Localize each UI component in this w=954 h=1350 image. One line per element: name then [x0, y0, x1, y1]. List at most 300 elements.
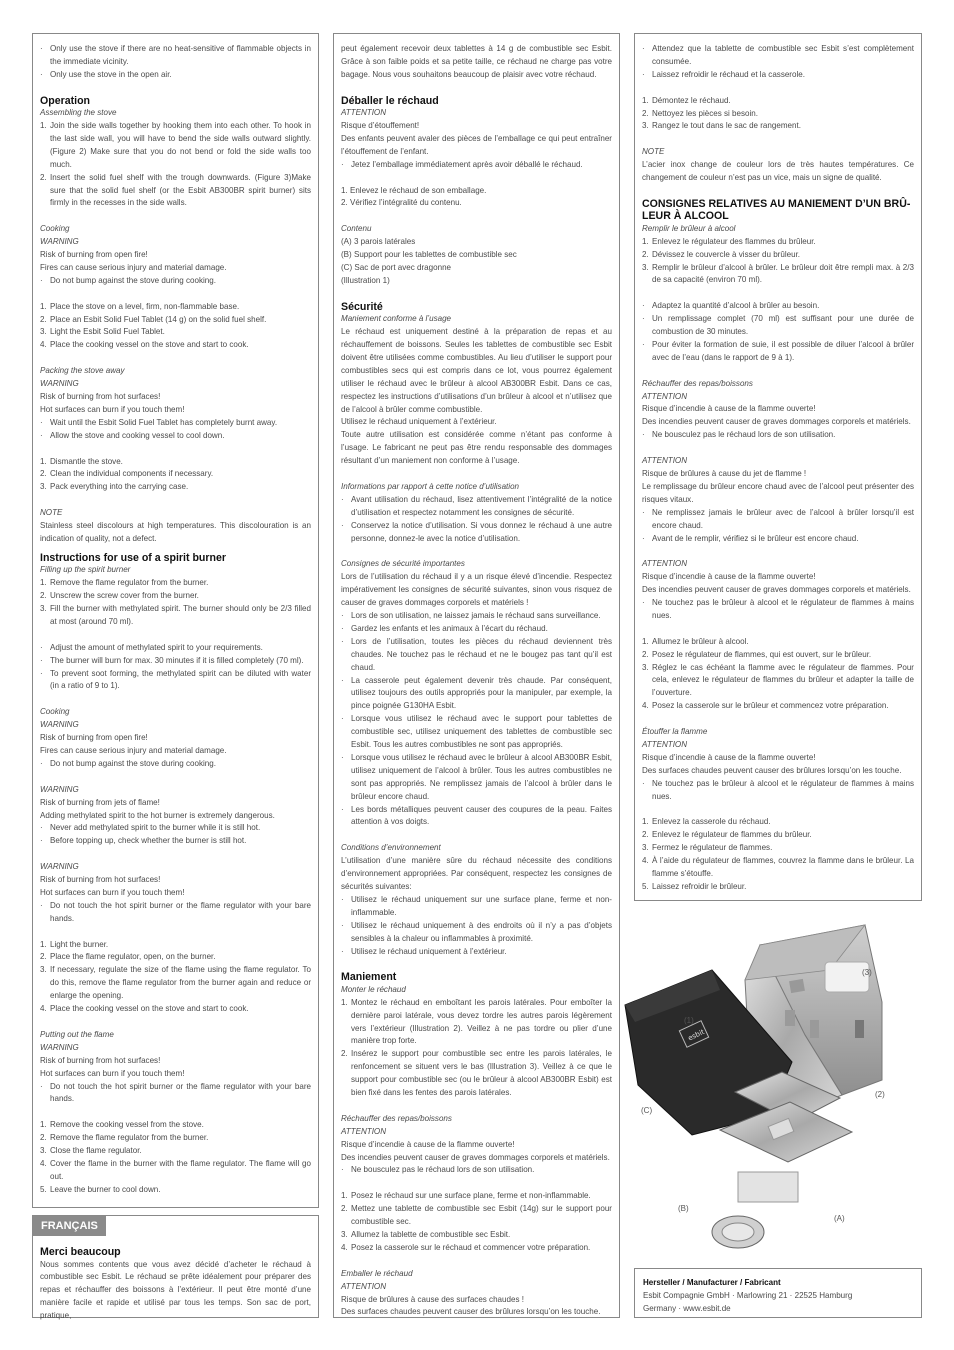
paragraph: Utilisez le réchaud uniquement à l’extérieur. — [341, 417, 497, 427]
list-item — [642, 262, 914, 288]
list-text: Enlevez le régulateur de flammes du brûleur. — [652, 830, 812, 840]
list-marker: · — [40, 417, 43, 427]
list-marker: · — [341, 894, 344, 904]
label-a: (A) — [834, 1214, 845, 1223]
manufacturer-heading: Hersteller / Manufacturer / Fabricant — [643, 1278, 781, 1287]
list-item — [642, 533, 914, 546]
list-marker: 2. — [40, 1133, 47, 1143]
spacer — [642, 442, 914, 455]
list-text: Posez le réchaud sur une surface plane, ferme et non-inflammable. — [351, 1191, 591, 1201]
list-text: Place the stove on a level, firm, non-flammable base. — [50, 301, 240, 311]
list-item — [642, 778, 914, 804]
list-item — [642, 429, 914, 442]
paragraph: 2. Vérifiez l’intégralité du contenu. — [341, 198, 462, 208]
list-text: Utilisez le réchaud uniquement sur une surface plane, ferme et non-inflammable. — [351, 894, 612, 917]
spacer — [40, 1016, 311, 1029]
list-text: Allumez la tablette de combustible sec Esbit. — [351, 1230, 511, 1239]
list-text: Remplir le brûleur d’alcool à brûler. Le brûleur doit être rempli max. à 2/3 de sa capacité (environ 70 ml). — [652, 262, 914, 285]
list-marker: 2. — [40, 172, 47, 182]
list-text: Lorsque vous utilisez le réchaud avec le support pour tablettes de combustible sec, utilisez uniquement des tablettes de combustible sec Esbit. Tous les autres combustibles ne sont pas appropriés. — [351, 714, 612, 750]
spacer — [341, 288, 612, 301]
list-text: Avant utilisation du réchaud, lisez attentivement l’intégralité de la notice d’utilisation et respectez notamment les consignes de sécurité. — [351, 494, 612, 517]
paragraph: Risk of burning from jets of flame! — [40, 797, 160, 807]
spacer — [642, 287, 914, 300]
subheading: WARNING — [40, 720, 79, 730]
list-marker: 3. — [642, 262, 649, 272]
paragraph: Des incendies peuvent causer de graves dommages corporels et matériels. — [642, 417, 911, 427]
subheading: Réchauffer des repas/boissons — [642, 378, 753, 388]
section-heading: Operation — [40, 94, 91, 107]
list-text: La casserole peut également devenir très chaude. Par conséquent, utilisez toujours des outils appropriés pour la manipuler, par exemple, la pince poignée G130HA Esbit. — [351, 675, 612, 711]
paragraph: (B) Support pour les tablettes de combustible sec — [341, 250, 517, 260]
list-item — [40, 642, 311, 655]
section-heading: Instructions for use of a spirit burner — [40, 551, 227, 564]
list-item — [341, 1048, 612, 1100]
list-marker: · — [341, 636, 344, 646]
list-text: Ne touchez pas le brûleur à alcool et le régulateur de flammes à mains nues. — [652, 598, 914, 620]
manufacturer-website: Germany · www.esbit.de — [643, 1303, 731, 1313]
spacer — [40, 771, 311, 784]
list-text: Unscrew the screw cover from the burner. — [50, 591, 199, 601]
list-text: Utilisez le réchaud uniquement à l’extérieur. — [351, 946, 507, 956]
paragraph: 1. Enlevez le réchaud de son emballage. — [341, 185, 487, 195]
list-item — [40, 590, 311, 603]
list-marker: · — [642, 778, 645, 788]
list-marker: 2. — [642, 249, 649, 259]
list-marker: · — [40, 823, 43, 833]
list-marker: · — [40, 69, 43, 79]
list-text: Join the side walls together by hooking them into each other. To hook in the last side wall, you will have to bend the side walls outward slightly. (Figure 2) Make sure that you do not bend or fold the side walls too much. — [50, 121, 311, 169]
list-text: À l’aide du régulateur de flammes, couvrez la flamme dans le brûleur. La flamme s’étouffe. — [652, 856, 914, 879]
list-marker: · — [642, 301, 645, 311]
list-item — [642, 108, 914, 121]
list-text: Do not bump against the stove during cooking. — [50, 275, 216, 285]
list-item — [40, 339, 311, 352]
subheading: NOTE — [642, 147, 665, 157]
subheading: WARNING — [40, 862, 79, 872]
list-text: Remove the cooking vessel from the stove. — [50, 1120, 204, 1130]
spacer — [40, 629, 311, 642]
list-text: Only use the stove in the open air. — [50, 69, 172, 79]
list-marker: 2. — [40, 591, 47, 601]
list-item — [40, 900, 311, 926]
list-text: Adjust the amount of methylated spirit to your requirements. — [50, 642, 263, 652]
paragraph: Des incendies peuvent causer de graves dommages corporels et matériels. — [341, 1152, 610, 1162]
paragraph: Risk of burning from open fire! — [40, 250, 148, 260]
list-marker: · — [40, 642, 43, 652]
label-2: (2) — [875, 1090, 885, 1099]
paragraph: Toute autre utilisation est considérée comme n’étant pas conforme à l’usage. Le fabricant ne peut pas être rendu responsable des dommages résultant d’un maniement non conforme à l’usage. — [341, 430, 612, 466]
list-marker: 3. — [642, 662, 649, 672]
list-item — [40, 1003, 311, 1016]
paragraph: Stainless steel discolours at high temperatures. This discolouration is an indication of quality, not a defect. — [40, 521, 311, 543]
list-marker: 1. — [40, 578, 47, 588]
list-text: Insert the solid fuel shelf with the trough downwards. (Figure 3)Make sure that the solid fuel shelf (or the Esbit AB300BR spirit burner) sits firmly in the recesses in the side walls. — [50, 172, 311, 208]
paragraph: Des incendies peuvent causer de graves dommages corporels et matériels. — [642, 585, 911, 595]
list-marker: · — [341, 752, 344, 762]
list-marker: 2. — [40, 314, 47, 324]
list-item — [40, 120, 311, 172]
paragraph: L’acier inox change de couleur lors de très hautes températures. Ce changement de couleur n’est pas un vice, mais un signe de qualité. — [642, 160, 914, 183]
list-item — [642, 339, 914, 365]
list-item — [40, 43, 311, 69]
list-text: Dévissez le couvercle à visser du brûleur. — [652, 249, 801, 259]
list-marker: 2. — [341, 1204, 348, 1214]
paragraph: Risk of burning from hot surfaces! — [40, 392, 161, 401]
list-marker: 1. — [341, 1191, 348, 1201]
list-marker: 3. — [40, 327, 47, 337]
list-item — [341, 1190, 612, 1203]
list-item — [40, 1132, 311, 1145]
list-marker: · — [341, 804, 344, 814]
french-instructions-column — [333, 33, 620, 1318]
list-text: Attendez que la tablette de combustible sec Esbit s’est complètement consumée. — [652, 44, 914, 66]
subheading: Filling up the spirit burner — [40, 565, 131, 575]
spacer — [642, 365, 914, 378]
list-item — [642, 313, 914, 339]
spacer — [40, 1106, 311, 1119]
list-text: Utilisez le réchaud uniquement à des endroits où il n’y a pas d’objets sensibles à la chaleur ou inflammables à proximité. — [351, 920, 612, 943]
list-marker: 2. — [341, 1049, 348, 1059]
paragraph: Risk of burning from hot surfaces! — [40, 1055, 161, 1065]
subheading: Contenu — [341, 224, 372, 234]
subheading: Cooking — [40, 707, 70, 717]
subheading: ATTENTION — [341, 1126, 387, 1136]
spacer — [341, 468, 612, 481]
list-text: Démontez le réchaud. — [652, 95, 731, 105]
list-marker: 3. — [40, 482, 47, 492]
list-item — [341, 804, 612, 830]
merci-text: Nous sommes contents que vous avez décidé d’acheter le réchaud à combustible sec Esbit. Le réchaud se prête idéalement pour préparer des repas et réchauffer des boissons à l’extérieur. Il peut être monté d’une manière facile et rapide et utilisé par tous les temps. Son sac de port, pratique, — [40, 1259, 311, 1321]
list-text: Never add methylated spirit to the burner while it is still hot. — [50, 823, 261, 833]
list-marker: · — [341, 675, 344, 685]
spacer — [341, 1100, 612, 1113]
list-marker: · — [40, 44, 43, 53]
list-text: Leave the burner to cool down. — [50, 1184, 161, 1194]
list-item — [341, 946, 612, 959]
subheading: Informations par rapport à cette notice d’utilisation — [341, 481, 520, 491]
list-marker: 4. — [642, 701, 649, 711]
list-item — [642, 120, 914, 133]
subheading: Emballer le réchaud — [341, 1268, 413, 1278]
list-marker: 4. — [341, 1242, 348, 1252]
list-marker: · — [40, 836, 43, 846]
list-text: Light the Esbit Solid Fuel Tablet. — [50, 327, 165, 337]
paragraph: Des enfants peuvent avaler des pièces de l’emballage ce qui peut entraîner l’étouffement de l’enfant. — [341, 133, 612, 156]
list-marker: 4. — [40, 1004, 47, 1014]
paragraph: Hot surfaces can burn if you touch them! — [40, 404, 185, 414]
french-burner-column — [634, 33, 922, 901]
list-marker: 2. — [642, 649, 649, 659]
list-text: The burner will burn for max. 30 minutes if it is filled completely (70 ml). — [50, 655, 304, 665]
spacer — [40, 288, 311, 301]
list-marker: 2. — [642, 108, 649, 118]
subheading: WARNING — [40, 1042, 79, 1052]
list-text: Pour éviter la formation de suie, il est possible de diluer l’alcool à brûler avec de l’eau (dans le rapport de 9 à 1). — [652, 339, 914, 362]
paragraph: Fires can cause serious injury and material damage. — [40, 262, 227, 272]
list-item — [642, 597, 914, 623]
list-marker: · — [341, 159, 344, 169]
list-item — [341, 1164, 612, 1177]
list-item — [642, 43, 914, 69]
subheading: Remplir le brûleur à alcool — [642, 223, 736, 233]
list-text: Dismantle the stove. — [50, 456, 123, 466]
label-c: (C) — [641, 1106, 653, 1115]
list-marker: 4. — [40, 1158, 47, 1168]
spacer — [341, 82, 612, 95]
spacer — [40, 494, 311, 507]
list-item — [40, 835, 311, 848]
paragraph: Risk of burning from open fire! — [40, 733, 148, 743]
list-item — [341, 997, 612, 1049]
paragraph: Risque d’incendie à cause de la flamme ouverte! — [341, 1139, 515, 1149]
list-item — [642, 95, 914, 108]
list-text: Cover the flame in the burner with the flame regulator. The flame will go out. — [50, 1158, 311, 1181]
list-marker: 1. — [642, 636, 649, 646]
list-text: Laissez refroidir le brûleur. — [652, 881, 747, 891]
list-item — [642, 69, 914, 82]
list-marker: · — [642, 339, 645, 349]
manufacturer-footer — [634, 1268, 922, 1318]
list-marker: · — [642, 430, 645, 440]
list-item — [40, 951, 311, 964]
subheading: Conditions d’environnement — [341, 843, 441, 853]
list-item — [341, 623, 612, 636]
spacer — [40, 443, 311, 456]
paragraph: Le remplissage du brûleur encore chaud avec de l’alcool peut présenter des risques vitaux. — [642, 481, 914, 504]
list-item — [642, 816, 914, 829]
label-3: (3) — [862, 968, 872, 977]
list-marker: 1. — [40, 1120, 47, 1130]
list-marker: 1. — [642, 236, 649, 246]
list-item — [341, 159, 612, 172]
subheading: Maniement conforme à l’usage — [341, 314, 452, 324]
list-marker: · — [40, 655, 43, 665]
list-marker: · — [341, 920, 344, 930]
list-item — [341, 1242, 612, 1255]
list-text: Adaptez la quantité d’alcool à brûler au besoin. — [652, 301, 820, 311]
list-item — [40, 430, 311, 443]
list-item — [642, 829, 914, 842]
spacer — [642, 623, 914, 636]
list-item — [341, 675, 612, 714]
list-item — [40, 417, 311, 430]
spacer — [40, 848, 311, 861]
list-text: Posez la casserole sur le réchaud et commencer votre préparation. — [351, 1242, 591, 1252]
spacer — [642, 185, 914, 198]
spacer — [40, 352, 311, 365]
list-marker: · — [40, 275, 43, 285]
list-item — [40, 655, 311, 668]
list-text: Mettez une tablette de combustible sec Esbit (14g) sur le support pour combustible sec. — [351, 1204, 612, 1227]
list-marker: 3. — [40, 965, 47, 975]
paragraph: Fires can cause serious injury and material damage. — [40, 746, 227, 755]
list-text: Avant de le remplir, vérifiez si le brûleur est encore chaud. — [652, 533, 859, 543]
paragraph: Risk of burning from hot surfaces! — [40, 875, 161, 885]
list-marker: 4. — [642, 856, 649, 866]
language-tag: FRANÇAIS — [33, 1216, 106, 1236]
subheading: ATTENTION — [341, 1281, 387, 1291]
stove-illustration-svg — [620, 910, 930, 1260]
spacer — [40, 82, 311, 95]
paragraph: Risque d’étouffement! — [341, 121, 420, 131]
list-text: Ne remplissez jamais le brûleur avec de l’alcool à brûler lorsqu’il est encore chaud. — [652, 507, 914, 530]
paragraph: Risque de brûlures à cause des surfaces chaudes ! — [341, 1294, 524, 1304]
list-item — [642, 249, 914, 262]
list-text: Place the flame regulator, open, on the burner. — [50, 952, 216, 962]
subheading: Packing the stove away — [40, 366, 125, 376]
list-item — [40, 1081, 311, 1107]
list-item — [642, 300, 914, 313]
list-text: Montez le réchaud en emboîtant les parois latérales. Pour emboîter la dernière paroi latérale, vous devez tordre les autres parois légèrement vers l’extérieur (Illustration 2). Veillez à ne pas tordre ou plier d’une manière trop forte. — [351, 997, 612, 1046]
list-item — [341, 636, 612, 675]
list-marker: · — [341, 946, 344, 956]
list-text: Gardez les enfants et les animaux à l’écart du réchaud. — [351, 623, 548, 633]
list-marker: · — [40, 900, 43, 910]
spacer — [642, 82, 914, 95]
list-item — [40, 577, 311, 590]
list-item — [341, 494, 612, 520]
list-text: Ne bousculez pas le réchaud lors de son utilisation. — [652, 430, 836, 440]
label-1: (1) — [684, 1016, 694, 1025]
paragraph: peut également recevoir deux tablettes à 14 g de combustible sec Esbit. Grâce à son faible poids et sa petite taille, ce réchaud ne charge pas votre bagage. Nous vous souhaitons beaucoup de plaisir avec votre réchaud. — [341, 44, 612, 79]
list-text: Lors de son utilisation, ne laissez jamais le réchaud sans surveillance. — [351, 610, 601, 620]
list-marker: 2. — [40, 952, 47, 962]
list-item — [40, 1158, 311, 1184]
list-marker: · — [40, 758, 43, 768]
list-marker: 1. — [642, 817, 649, 827]
list-item — [642, 700, 914, 713]
list-marker: 2. — [40, 469, 47, 479]
list-marker: 3. — [40, 604, 47, 614]
list-item — [40, 822, 311, 835]
list-item — [341, 752, 612, 804]
spacer — [40, 693, 311, 706]
paragraph: Hot surfaces can burn if you touch them! — [40, 887, 185, 897]
list-text: Remove the flame regulator from the burner. — [50, 578, 209, 588]
list-text: Clean the individual components if necessary. — [50, 469, 214, 479]
list-item — [40, 314, 311, 327]
list-text: Réglez le cas échéant la flamme avec le régulateur de flammes. Pour cela, enlevez le régulateur de flammes du brûleur et adapter la taille de l’ouverture. — [652, 662, 914, 698]
list-marker: · — [341, 1165, 344, 1175]
paragraph: Risque d’incendie à cause de la flamme ouverte! — [642, 404, 816, 414]
list-text: If necessary, regulate the size of the flame using the flame regulator. To do this, remove the flame regulator from the burner again and reduce or enlarge the opening. — [50, 965, 311, 1001]
list-text: Jetez l’emballage immédiatement après avoir déballé le réchaud. — [351, 159, 583, 169]
paragraph: Des surfaces chaudes peuvent causer des brûlures lorsqu’on les touche. — [341, 1307, 601, 1317]
list-text: Allumez le brûleur à alcool. — [652, 636, 749, 646]
list-marker: 1. — [40, 456, 47, 466]
list-text: Place the cooking vessel on the stove and start to cook. — [50, 340, 249, 350]
section-heading: Sécurité — [341, 300, 383, 313]
spacer — [40, 926, 311, 939]
list-item — [642, 881, 914, 894]
list-marker: · — [642, 533, 645, 543]
list-item — [341, 713, 612, 752]
list-text: Posez la casserole sur le brûleur et commencez votre préparation. — [652, 701, 889, 711]
list-marker: · — [341, 610, 344, 620]
spacer — [40, 210, 311, 223]
list-marker: · — [341, 714, 344, 724]
list-marker: · — [642, 314, 645, 324]
list-marker: · — [341, 623, 344, 633]
list-item — [40, 301, 311, 314]
paragraph: L’utilisation d’une manière sûre du réchaud nécessite des conditions d’environnement appropriées. Par conséquent, respectez les consignes de sécurités suivantes: — [341, 856, 612, 891]
list-text: Les bords métalliques peuvent causer des coupures de la peau. Faites attention à vos doigts. — [351, 804, 612, 827]
merci-heading: Merci beaucoup — [40, 1246, 121, 1258]
list-text: To prevent soot forming, the methylated spirit can be diluted with water (in a ratio of 9 to 1). — [50, 668, 311, 691]
paragraph: Risque d’incendie à cause de la flamme ouverte! — [642, 752, 816, 762]
list-text: Place an Esbit Solid Fuel Tablet (14 g) on the solid fuel shelf. — [50, 314, 267, 324]
subheading: Consignes de sécurité importantes — [341, 559, 465, 569]
subheading: WARNING — [40, 784, 79, 794]
list-marker: 3. — [642, 843, 649, 853]
list-item — [40, 1184, 311, 1197]
list-item — [341, 1229, 612, 1242]
spacer — [642, 545, 914, 558]
list-text: Place the cooking vessel on the stove and start to cook. — [50, 1004, 249, 1014]
list-item — [642, 855, 914, 881]
list-text: Wait until the Esbit Solid Fuel Tablet has completely burnt away. — [50, 417, 278, 427]
subheading: NOTE — [40, 508, 63, 518]
list-item — [40, 468, 311, 481]
list-text: Do not bump against the stove during cooking. — [50, 758, 216, 768]
list-item — [341, 1203, 612, 1229]
list-marker: · — [40, 1081, 43, 1091]
spacer — [341, 1177, 612, 1190]
list-item — [341, 894, 612, 920]
list-text: Before topping up, check whether the burner is still hot. — [50, 836, 247, 846]
list-item — [40, 964, 311, 1003]
list-item — [40, 603, 311, 629]
subheading: WARNING — [40, 379, 79, 389]
subheading: ATTENTION — [341, 108, 387, 118]
list-marker: 1. — [40, 939, 47, 949]
english-instructions-column — [32, 33, 319, 1208]
list-item — [40, 275, 311, 288]
list-text: Posez le régulateur de flammes, qui est ouvert, sur le brûleur. — [652, 649, 872, 659]
section-heading: Maniement — [341, 971, 397, 984]
section-heading: CONSIGNES RELATIVES AU MANIEMENT D’UN BRÛ-LEUR À ALCOOL — [642, 197, 911, 223]
spacer — [642, 804, 914, 817]
list-text: Insérez le support pour combustible sec entre les parois latérales, le renfoncement se situent vers le bas (Illustration 3). Veillez à ce que le support pour combustible sec (ou le brûleur à alcool AB300BR Esbit) est bien fixé dans les fentes des parois latérales. — [351, 1049, 612, 1098]
list-marker: · — [642, 69, 645, 79]
francais-intro-panel — [32, 1215, 319, 1321]
subheading: WARNING — [40, 237, 79, 247]
list-text: Close the flame regulator. — [50, 1146, 142, 1156]
list-marker: 5. — [40, 1184, 47, 1194]
list-marker: 5. — [642, 881, 649, 891]
list-text: Fermez le régulateur de flammes. — [652, 843, 773, 853]
list-text: Do not touch the hot spirit burner or the flame regulator with your bare hands. — [50, 900, 311, 923]
list-marker: · — [642, 507, 645, 517]
list-marker: · — [642, 598, 645, 608]
list-item — [341, 520, 612, 546]
paragraph: Risque de brûlures à cause du jet de flamme ! — [642, 469, 807, 478]
spacer — [341, 958, 612, 971]
list-text: Allow the stove and cooking vessel to cool down. — [50, 430, 225, 440]
subheading: ATTENTION — [642, 391, 688, 401]
list-marker: · — [341, 494, 344, 504]
list-item — [642, 636, 914, 649]
label-b: (B) — [678, 1204, 689, 1213]
list-text: Laissez refroidir le réchaud et la casserole. — [652, 69, 805, 79]
section-heading: Déballer le réchaud — [341, 94, 439, 107]
list-text: Fill the burner with methylated spirit. The burner should only be 2/3 filled at most (around 70 ml). — [50, 604, 311, 626]
list-item — [341, 920, 612, 946]
subheading: Étouffer la flamme — [642, 727, 708, 737]
list-item — [642, 662, 914, 701]
spacer — [341, 1255, 612, 1268]
